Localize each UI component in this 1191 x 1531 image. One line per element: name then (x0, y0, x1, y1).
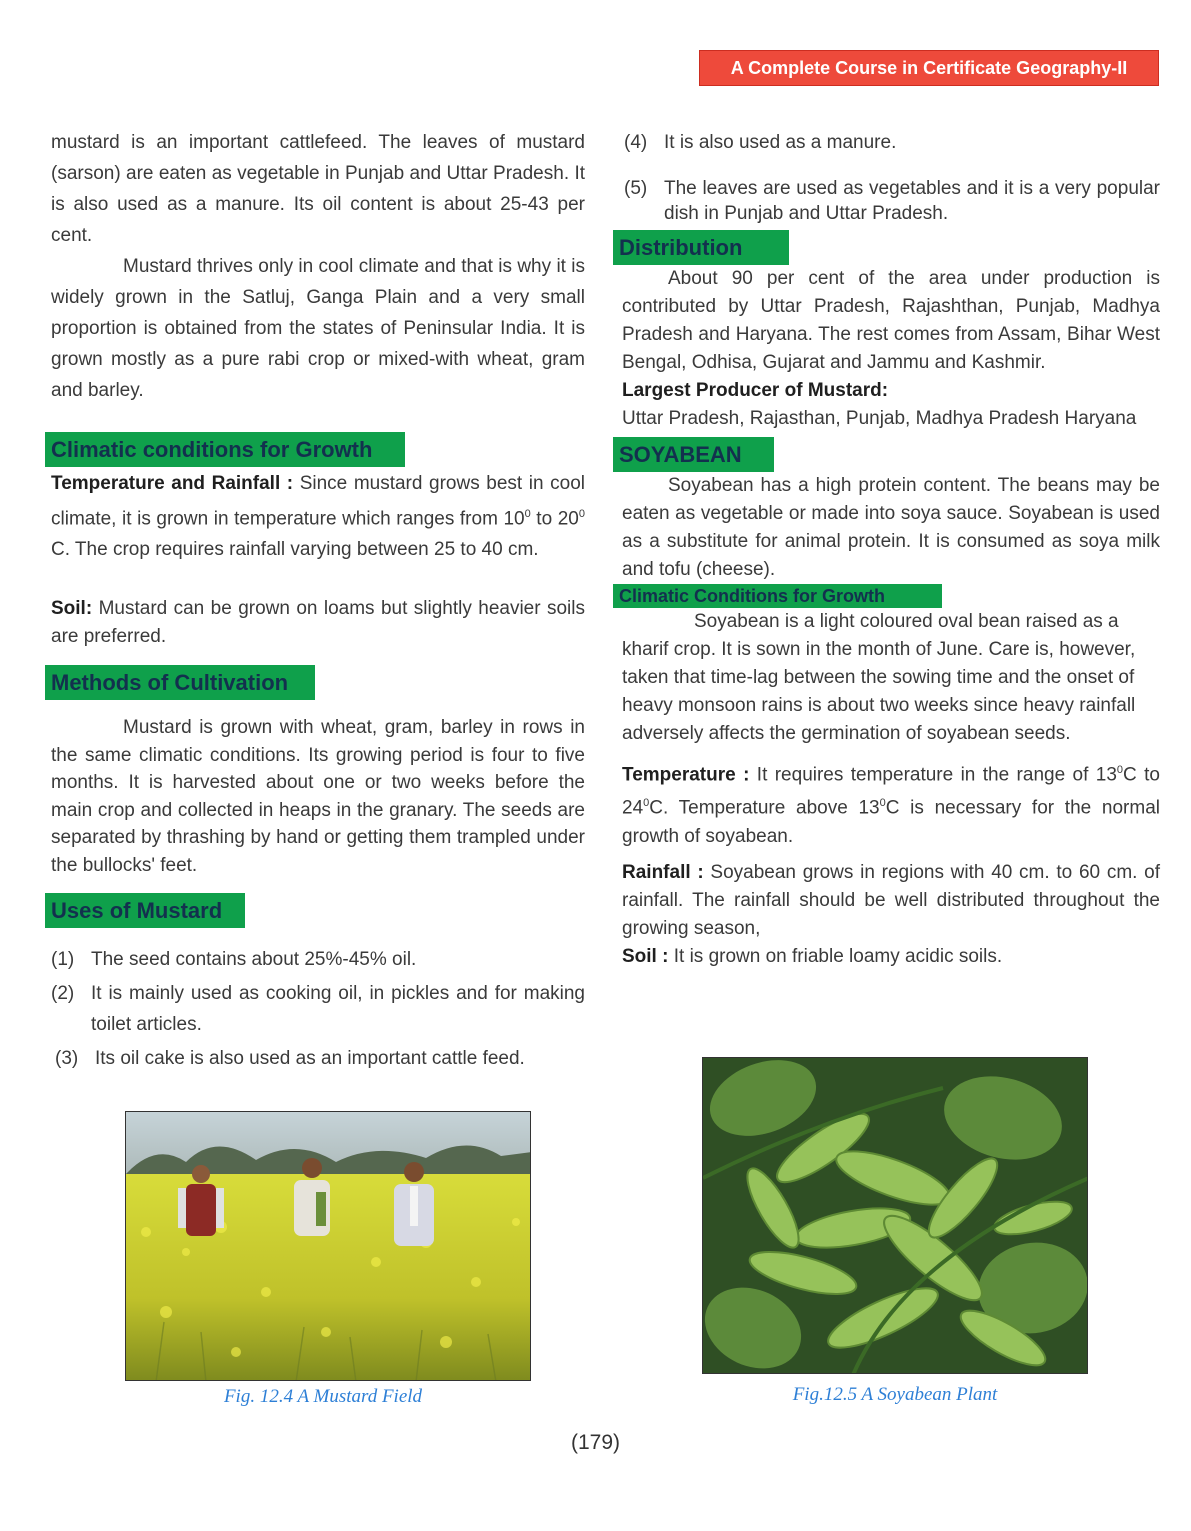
soyabean-figure-caption: Fig.12.5 A Soyabean Plant (792, 1384, 998, 1405)
mustard-figure-caption: Fig. 12.4 A Mustard Field (223, 1386, 423, 1407)
soil-paragraph (51, 595, 585, 651)
soyabean-temperature-paragraph (622, 756, 1160, 851)
soy-degree-sup-1: 0 (1116, 764, 1124, 776)
soy-temp-text-b: C to 24 (622, 764, 1160, 819)
page-number: (179) (570, 1431, 621, 1454)
climatic-conditions-heading: Climatic conditions for Growth (45, 432, 405, 467)
list-text: The seed contains about 25%-45% oil. (91, 949, 417, 971)
soyabean-climatic-heading: Climatic Conditions for Growth (613, 584, 942, 608)
temperature-rainfall-paragraph (51, 468, 585, 565)
mustard-intro-paragraph: mustard is an important cattlefeed. The leaves of mustard (sarson) are eaten as vegetable in Punjab and Uttar Pradesh. It is also used as a manure. Its oil content is about 25-43 per cent. (51, 132, 585, 246)
mustard-field-illustration (126, 1112, 531, 1381)
list-item (624, 127, 1160, 158)
soy-temp-text-d: C is necessary for the normal growth of soyabean. (622, 797, 1161, 847)
list-number: (5) (624, 178, 648, 199)
soy-temp-text-a: It requires temperature in the range of 13 (749, 764, 1117, 786)
degree-sup-1: 0 (524, 508, 531, 520)
list-item (55, 1043, 585, 1074)
largest-producer-label-line (622, 377, 1160, 405)
soyabean-soil-paragraph (622, 943, 1160, 971)
soyabean-rainfall-label: Rainfall : (622, 861, 704, 883)
methods-cultivation-heading: Methods of Cultivation (45, 665, 315, 700)
soyabean-rainfall-text: Soyabean grows in regions with 40 cm. to 60 cm. of rainfall. The rainfall should be well distributed throughout the growing season, (622, 861, 1161, 939)
uses-list (51, 944, 585, 1074)
methods-paragraph: Mustard is grown with wheat, gram, barley in rows in the same climatic conditions. Its growing period is four to five months. It is harvested about one or two weeks before the main crop and collected in heaps in the granary. The seeds are separated by thrashing by hand or getting them trampled under the bullocks' feet. (51, 717, 585, 876)
list-number: (1) (51, 949, 75, 971)
list-text: Its oil cake is also used as an important cattle feed. (95, 1048, 525, 1070)
soyabean-soil-label: Soil : (622, 945, 669, 967)
soyabean-heading: SOYABEAN (613, 437, 774, 472)
temperature-text-c: C. The crop requires rainfall varying between 25 to 40 cm. (51, 539, 539, 561)
list-text: The leaves are used as vegetables and it is a very popular dish in Punjab and Uttar Pradesh. (664, 178, 1160, 224)
soy-degree-sup-3: 0 (879, 797, 886, 810)
distribution-paragraph: About 90 per cent of the area under production is contributed by Uttar Pradesh, Rajashthan, Punjab, Madhya Pradesh and Haryana. The rest comes from Assam, Bihar West Bengal, Odhisa, Gujarat and Jammu and Kashmir. (622, 268, 1160, 373)
list-item (51, 944, 585, 975)
course-title-badge: A Complete Course in Certificate Geography-II (699, 50, 1159, 86)
temperature-rainfall-label: Temperature and Rainfall : (51, 473, 294, 494)
mustard-climate-paragraph: Mustard thrives only in cool climate and that is why it is widely grown in the Satluj, Ganga Plain and a very small proportion is obtained from the states of Peninsular India. It is grown mostly as a pure rabi crop or mixed-with wheat, gram and barley. (51, 256, 585, 401)
temperature-text-a: Since mustard grows best in cool climate, it is grown in temperature which ranges from 10 (51, 473, 585, 530)
soil-label: Soil: (51, 598, 93, 620)
soyabean-climatic-paragraph: Soyabean is a light coloured oval bean raised as a kharif crop. It is sown in the month of June. Care is, however, taken that time-lag between the sowing time and the onset of heavy monsoon rains is about two weeks since heavy rainfall adversely affects the germination of soyabean seeds. (622, 611, 1136, 744)
soyabean-soil-text: It is grown on friable loamy acidic soils. (668, 945, 1003, 967)
list-text: It is also used as a manure. (664, 132, 897, 153)
mustard-field-photo (125, 1111, 531, 1381)
soyabean-temperature-label: Temperature : (622, 764, 750, 786)
soil-text: Mustard can be grown on loams but slightly heavier soils are preferred. (51, 598, 585, 648)
soy-degree-sup-2: 0 (643, 797, 650, 810)
list-number: (3) (55, 1048, 79, 1070)
temperature-text-b: to 20 (530, 508, 579, 530)
soyabean-plant-photo (702, 1057, 1088, 1374)
list-item (51, 978, 585, 1040)
list-item (624, 176, 1160, 226)
uses-of-mustard-heading: Uses of Mustard (45, 893, 245, 928)
left-column (51, 127, 585, 1074)
largest-producer-paragraph: Uttar Pradesh, Rajasthan, Punjab, Madhya Pradesh Haryana (622, 408, 1137, 429)
degree-sup-2: 0 (578, 508, 585, 520)
list-number: (4) (624, 132, 648, 153)
list-text: It is mainly used as cooking oil, in pickles and for making toilet articles. (91, 983, 585, 1036)
distribution-heading: Distribution (613, 230, 789, 265)
list-number: (2) (51, 983, 75, 1005)
right-column (619, 127, 1161, 971)
soyabean-plant-illustration (703, 1058, 1088, 1374)
largest-producer-label: Largest Producer of Mustard: (622, 380, 889, 401)
soyabean-rainfall-paragraph (622, 859, 1160, 943)
soyabean-paragraph: Soyabean has a high protein content. The beans may be eaten as vegetable or made into soya sauce. Soyabean is used as a substitute for animal protein. It is consumed as soya milk and tofu (cheese). (622, 475, 1160, 580)
soy-temp-text-c: C. Temperature above 13 (649, 797, 880, 819)
